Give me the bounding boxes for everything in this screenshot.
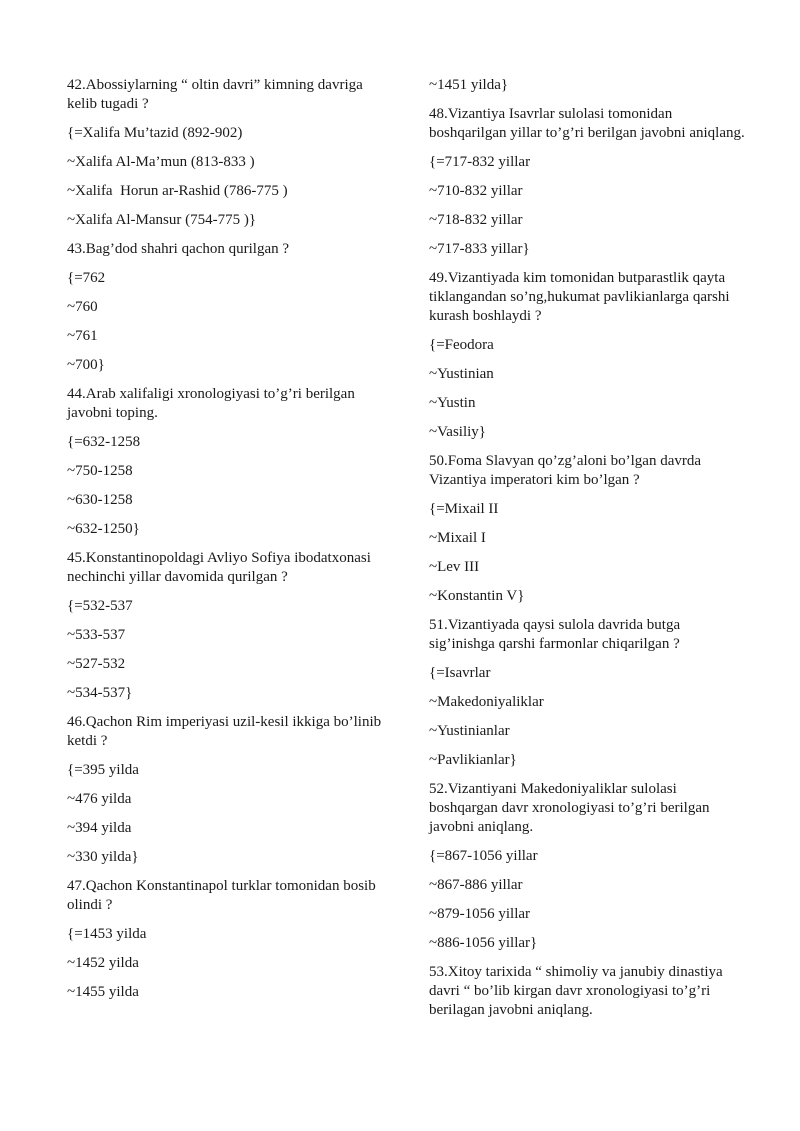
question-text: 51.Vizantiyada qaysi sulola davrida butga sig’inishga qarshi farmonlar chiqarilgan ? [429,617,681,652]
right-column [429,76,747,1030]
question-text: 44.Arab xalifaligi xronologiyasi to’g’ri berilgan javobni toping. [67,386,355,421]
answer-option: ~1452 yilda [67,955,139,971]
answer-option: ~Pavlikianlar} [429,752,517,768]
left-column [67,76,389,1012]
answer-option: ~476 yilda [67,791,132,807]
question-text: 45.Konstantinopoldagi Avliyo Sofiya ibodatxonasi nechinchi yillar davomida qurilgan ? [67,550,371,585]
answer-option: {=532-537 [67,598,133,614]
answer-option: {=1453 yilda [67,926,147,942]
answer-option: ~Vasiliy} [429,424,486,440]
answer-option: ~Yustinianlar [429,723,510,739]
answer-option: ~630-1258 [67,492,133,508]
answer-option: {=867-1056 yillar [429,848,538,864]
answer-option: ~Yustinian [429,366,494,382]
answer-option: ~717-833 yillar} [429,241,530,257]
question-text: 42.Abossiylarning “ oltin davri” kimning davriga kelib tugadi ? [67,77,363,112]
answer-option: ~Xalifa Horun ar-Rashid (786-775 ) [67,183,288,199]
question-text: 48.Vizantiya Isavrlar sulolasi tomonidan boshqarilgan yillar to’g’ri berilgan javobni aniqlang. [429,106,745,141]
answer-option: ~1451 yilda} [429,77,509,93]
answer-option: ~700} [67,357,105,373]
answer-option: ~632-1250} [67,521,140,537]
answer-option: ~760 [67,299,98,315]
answer-option: ~761 [67,328,98,344]
question-text: 49.Vizantiyada kim tomonidan butparastlik qayta tiklangandan so’ng,hukumat pavlikianlarga qarshi kurash boshlaydi ? [429,270,730,324]
answer-option: {=Isavrlar [429,665,491,681]
question-text: 52.Vizantiyani Makedoniyaliklar sulolasi boshqargan davr xronologiyasi to’g’ri berilgan javobni aniqlang. [429,781,710,835]
question-text: 47.Qachon Konstantinapol turklar tomonidan bosib olindi ? [67,878,376,913]
answer-option: ~867-886 yillar [429,877,523,893]
answer-option: {=762 [67,270,106,286]
answer-option: ~533-537 [67,627,126,643]
answer-option: ~534-537} [67,685,133,701]
answer-option: ~Lev III [429,559,480,575]
answer-option: ~Xalifa Al-Mansur (754-775 )} [67,212,257,228]
answer-option: ~330 yilda} [67,849,139,865]
answer-option: ~Yustin [429,395,476,411]
answer-option: ~750-1258 [67,463,133,479]
answer-option: {=717-832 yillar [429,154,531,170]
question-text: 46.Qachon Rim imperiyasi uzil-kesil ikkiga bo’linib ketdi ? [67,714,382,749]
answer-option: ~879-1056 yillar [429,906,531,922]
question-text: 53.Xitoy tarixida “ shimoliy va janubiy dinastiya davri “ bo’lib kirgan davr xronologiyasi to’g’ri berilagan javobni aniqlang. [429,964,723,1018]
answer-option: ~886-1056 yillar} [429,935,538,951]
answer-option: ~Makedoniyaliklar [429,694,544,710]
answer-option: ~Mixail I [429,530,486,546]
answer-option: ~718-832 yillar [429,212,523,228]
answer-option: {=395 yilda [67,762,139,778]
answer-option: ~394 yilda [67,820,132,836]
answer-option: {=Mixail II [429,501,499,517]
answer-option: {=632-1258 [67,434,141,450]
answer-option: ~1455 yilda [67,984,139,1000]
question-text: 43.Bag’dod shahri qachon qurilgan ? [67,241,290,257]
answer-option: {=Feodora [429,337,494,353]
answer-option: ~710-832 yillar [429,183,523,199]
answer-option: ~Konstantin V} [429,588,525,604]
question-text: 50.Foma Slavyan qo’zg’aloni bo’lgan davrda Vizantiya imperatori kim bo’lgan ? [429,453,702,488]
answer-option: {=Xalifa Mu’tazid (892-902) [67,125,243,141]
answer-option: ~527-532 [67,656,126,672]
answer-option: ~Xalifa Al-Ma’mun (813-833 ) [67,154,255,170]
